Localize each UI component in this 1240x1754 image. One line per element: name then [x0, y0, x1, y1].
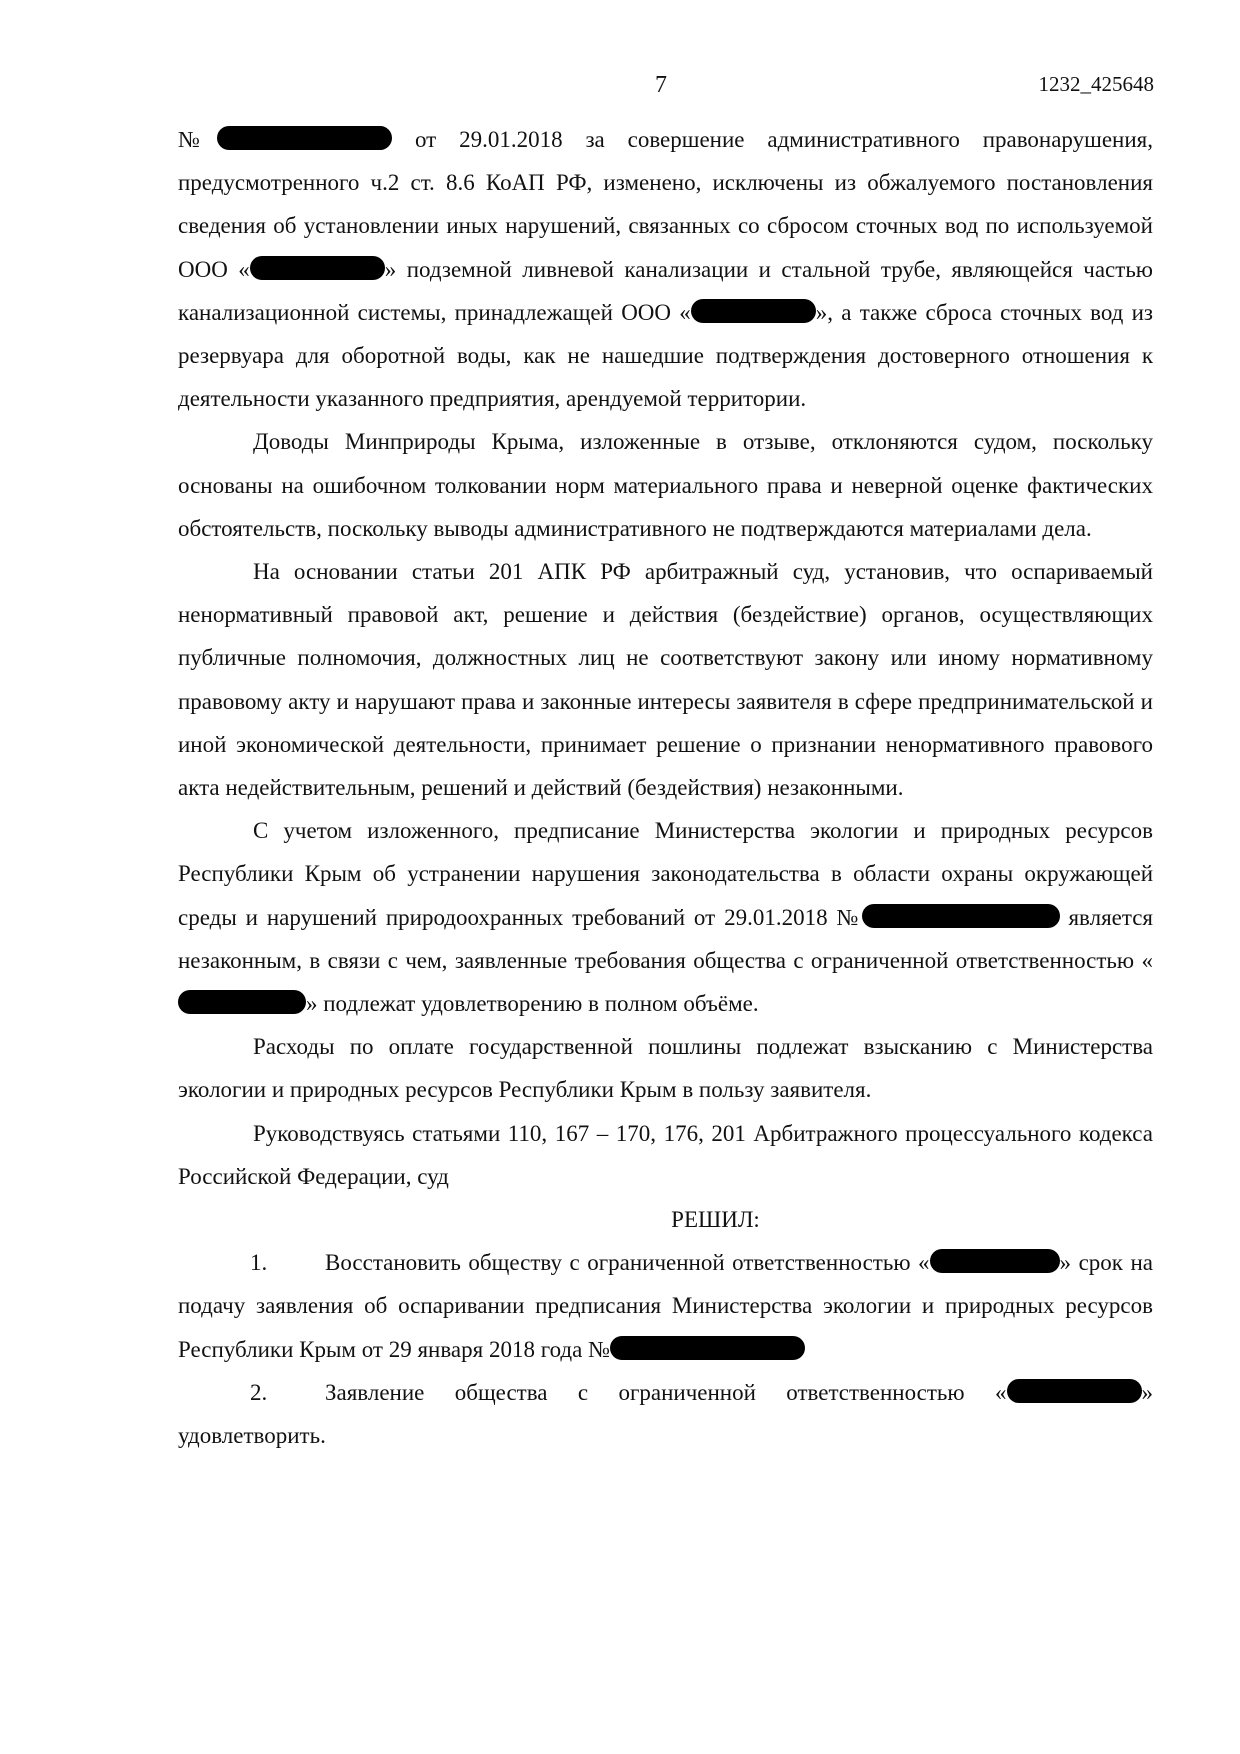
text-span: » срок на подачу заявления об оспаривании предписания Министерства экологии и природных ресурсов Республики Крым от 29 января 2018 года № — [178, 1250, 1153, 1362]
paragraph-2: Доводы Минприроды Крыма, изложенные в отзыве, отклоняются судом, поскольку основаны на ошибочном толковании норм материального права и неверной оценке фактических обстоятельств, поскольку выводы административного не подтверждаются материалами дела. — [178, 429, 1153, 541]
text-span: № — [178, 127, 218, 152]
item-number: 1. — [250, 1250, 268, 1276]
document-id: 1232_425648 — [1038, 72, 1154, 96]
text-span: Заявление общества с ограниченной ответственностью « — [325, 1379, 1007, 1405]
text-span: Восстановить обществу с ограниченной ответственностью « — [325, 1250, 930, 1276]
redaction-block — [1007, 1379, 1142, 1403]
text-span: С учетом изложенного, предписание Министерства экологии и природных ресурсов Республики Крым об устранении нарушения законодательства в области охраны окружающей среды и нарушений природоохранных требований от 29.01.2018 № — [178, 818, 1153, 930]
redaction-block — [862, 904, 1060, 928]
item-number: 2. — [250, 1379, 268, 1405]
decision-item-1 — [178, 1241, 1153, 1371]
paragraph-1 — [178, 118, 1153, 420]
redaction-block — [217, 126, 392, 150]
text-span: » удовлетворить. — [178, 1379, 1153, 1449]
page-number: 7 — [655, 72, 667, 98]
text-span: », а также сброса сточных вод из резервуара для оборотной воды, как не нашедшие подтверждения достоверного отношения к деятельности указанного предприятия, арендуемой территории. — [178, 299, 1153, 412]
text-span: » подземной ливневой канализации и стальной трубе, являющейся частью канализационной системы, принадлежащей ООО « — [178, 256, 1153, 325]
redaction-block — [250, 256, 385, 280]
text-span: является незаконным, в связи с чем, заявленные требования общества с ограниченной ответственностью « — [178, 904, 1153, 973]
decision-item-2 — [178, 1371, 1153, 1457]
paragraph-6: Руководствуясь статьями 110, 167 – 170, 176, 201 Арбитражного процессуального кодекса Российской Федерации, суд — [178, 1120, 1153, 1189]
redaction-block — [610, 1336, 805, 1360]
decision-title: РЕШИЛ: — [671, 1207, 760, 1233]
redaction-block — [691, 299, 816, 323]
redaction-block — [930, 1249, 1060, 1273]
text-span: от 29.01.2018 за совершение административного правонарушения, предусмотренного ч.2 ст. 8.6 КоАП РФ, изменено, исключены из обжалуемого постановления сведения об установлении иных нарушений, связанных со сбросом сточных вод по используемой ООО « — [178, 127, 1153, 282]
text-span: » подлежат удовлетворению в полном объёме. — [306, 991, 759, 1017]
paragraph-4 — [178, 809, 1153, 1025]
document-body — [178, 118, 1153, 1457]
paragraph-5: Расходы по оплате государственной пошлины подлежат взысканию с Министерства экологии и природных ресурсов Республики Крым в пользу заявителя. — [178, 1034, 1153, 1103]
paragraph-3: На основании статьи 201 АПК РФ арбитражный суд, установив, что оспариваемый ненормативный правовой акт, решение и действия (бездействие) органов, осуществляющих публичные полномочия, должностных лиц не соответствуют закону или иному нормативному правовому акту и нарушают права и законные интересы заявителя в сфере предпринимательской и иной экономической деятельности, принимает решение о признании ненормативного правового акта недействительным, решений и действий (бездействия) незаконными. — [178, 559, 1153, 801]
redaction-block — [178, 990, 306, 1014]
